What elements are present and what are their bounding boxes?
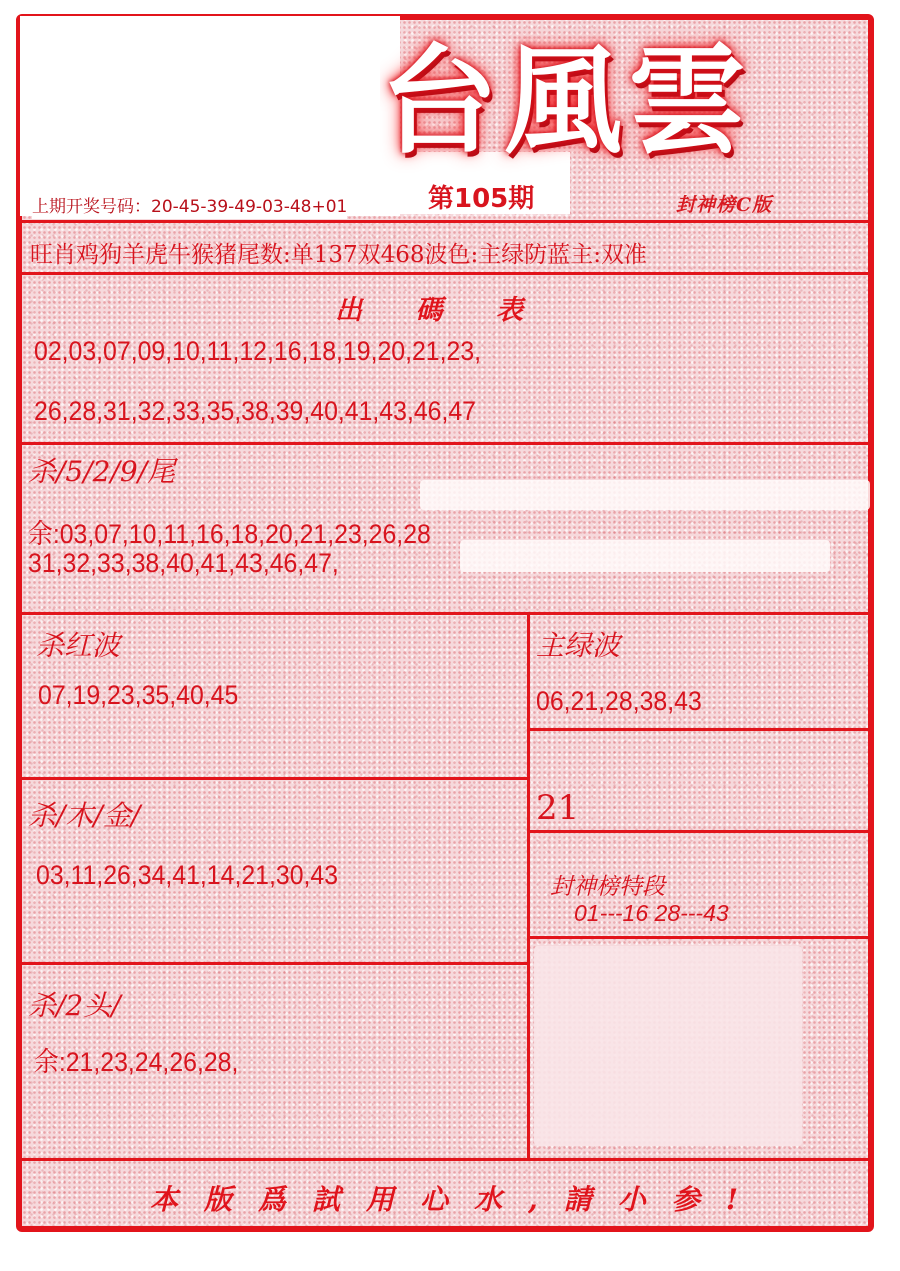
header-white-block <box>20 16 400 216</box>
logo-title: 台風雲 <box>380 31 753 170</box>
divider-right-3 <box>528 936 868 939</box>
kill-tail-line-2: 31,32,33,38,40,41,43,46,47, <box>28 548 339 578</box>
number-table-heading: 出 碼 表 <box>335 295 545 326</box>
divider-table <box>22 442 868 445</box>
number-table-row-1: 02,03,07,09,10,11,12,16,18,19,20,21,23, <box>34 336 482 366</box>
kill-red-label: 杀红波 <box>36 629 121 662</box>
divider-footer <box>22 1158 868 1161</box>
kill-element-label: 杀/木/金/ <box>28 799 141 832</box>
kill-element-numbers: 03,11,26,34,41,14,21,30,43 <box>36 860 339 890</box>
main-green-label: 主绿波 <box>536 629 621 662</box>
divider-vertical <box>527 612 530 1160</box>
prev-draw-numbers: 20-45-39-49-03-48+01 <box>151 197 348 217</box>
single-number: 21 <box>536 788 580 828</box>
blurred-strip-2 <box>460 540 830 572</box>
number-table-row-2: 26,28,31,32,33,35,38,39,40,41,43,46,47 <box>34 396 477 426</box>
divider-tail <box>22 612 868 615</box>
info-line: 旺肖鸡狗羊虎牛猴猪尾数:单137双468波色:主绿防蓝主:双准 <box>30 242 648 268</box>
divider-right-2 <box>528 830 868 833</box>
kill-tail-label: 杀/5/2/9/尾 <box>28 455 176 488</box>
prev-draw <box>32 190 347 219</box>
divider-header <box>22 220 868 223</box>
blurred-image-area <box>534 946 802 1146</box>
period-number: 第105期 <box>428 184 535 214</box>
kill-tail-line-1: 余:03,07,10,11,16,18,20,21,23,26,28 <box>28 519 431 549</box>
kill-head-label: 杀/2头/ <box>28 989 121 1022</box>
divider-right-1 <box>528 728 868 731</box>
special-segment-ranges: 01---16 28---43 <box>574 900 729 926</box>
main-green-numbers: 06,21,28,38,43 <box>536 686 702 716</box>
prev-draw-label: 上期开奖号码： <box>32 197 151 217</box>
special-segment-label: 封神榜特段 <box>550 874 665 900</box>
divider-left-2 <box>22 962 528 965</box>
divider-left-1 <box>22 777 528 780</box>
blurred-strip-1 <box>420 480 870 510</box>
edition-tag: 封神榜C版 <box>676 194 773 216</box>
kill-head-numbers: 余:21,23,24,26,28, <box>34 1047 239 1077</box>
divider-info <box>22 272 868 275</box>
kill-red-numbers: 07,19,23,35,40,45 <box>38 680 239 710</box>
footer-note: 本版爲試用心水,請小参! <box>150 1183 765 1216</box>
